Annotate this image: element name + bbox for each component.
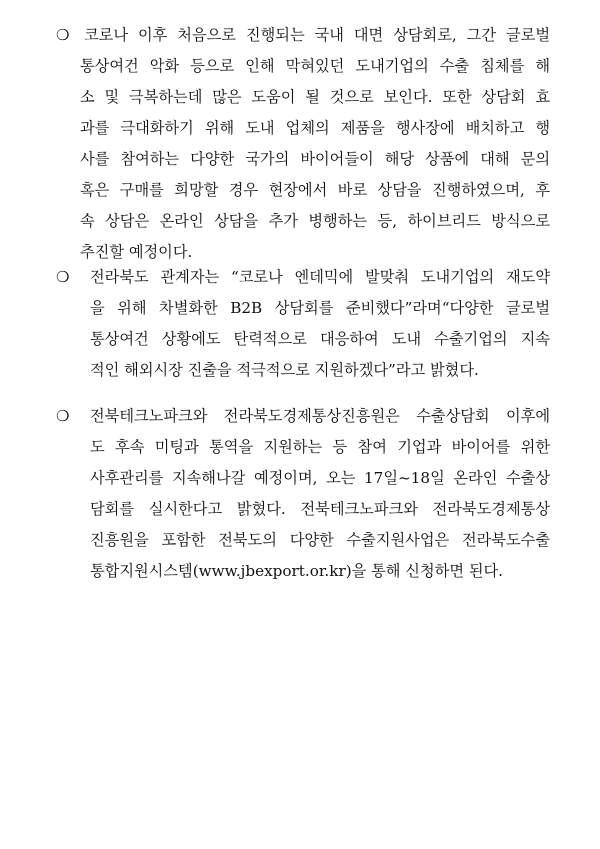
paragraph-1-line-8: 추진할 예정이다. [80,243,193,261]
paragraph-3-line-1: 전북테크노파크와 전라북도경제통상진흥원은 수출상담회 이후에 [90,407,550,425]
paragraph-1-line-4: 과를 극대화하기 위해 도내 업체의 제품을 행사장에 배치하고 행 [80,119,550,137]
bullet-circle-icon: ❍ [56,26,70,44]
paragraph-2-line-3: 통상여건 상황에도 탄력적으로 대응하여 도내 수출기업의 지속 [90,330,550,348]
paragraph-1-line-6: 혹은 구매를 희망할 경우 현장에서 바로 상담을 진행하였으며, 후 [80,181,550,199]
paragraph-3-line-2: 도 후속 미팅과 통역을 지원하는 등 참여 기업과 바이어를 위한 [90,438,550,456]
paragraph-1-line-7: 속 상담은 온라인 상담을 추가 병행하는 등, 하이브리드 방식으로 [80,212,550,230]
bullet-circle-icon: ❍ [56,407,70,425]
paragraph-1-line-1: 코로나 이후 처음으로 진행되는 국내 대면 상담회로, 그간 글로벌 [84,26,550,44]
paragraph-3-line-5: 진흥원을 포함한 전북도의 다양한 수출지원사업은 전라북도수출 [90,531,550,549]
paragraph-3-line-3: 사후관리를 지속해나갈 예정이며, 오는 17일~18일 온라인 수출상 [90,469,550,487]
bullet-circle-icon: ❍ [56,268,70,286]
paragraph-3-line-4: 담회를 실시한다고 밝혔다. 전북테크노파크와 전라북도경제통상 [90,500,550,518]
paragraph-3-line-6: 통합지원시스템(www.jbexport.or.kr)을 통해 신청하면 된다. [90,562,503,580]
paragraph-1-line-5: 사를 참여하는 다양한 국가의 바이어들이 해당 상품에 대해 문의 [80,150,550,168]
paragraph-1-line-3: 소 및 극복하는데 많은 도움이 될 것으로 보인다. 또한 상담회 효 [80,88,550,106]
paragraph-2-line-1: 전라북도 관계자는 “코로나 엔데믹에 발맞춰 도내기업의 재도약 [90,268,550,286]
paragraph-2-line-2: 을 위해 차별화한 B2B 상담회를 준비했다”라며“다양한 글로벌 [90,299,550,317]
paragraph-1-line-2: 통상여건 악화 등으로 인해 막혀있던 도내기업의 수출 침체를 해 [80,57,550,75]
paragraph-2-line-4: 적인 해외시장 진출을 적극적으로 지원하겠다”라고 밝혔다. [90,361,479,379]
